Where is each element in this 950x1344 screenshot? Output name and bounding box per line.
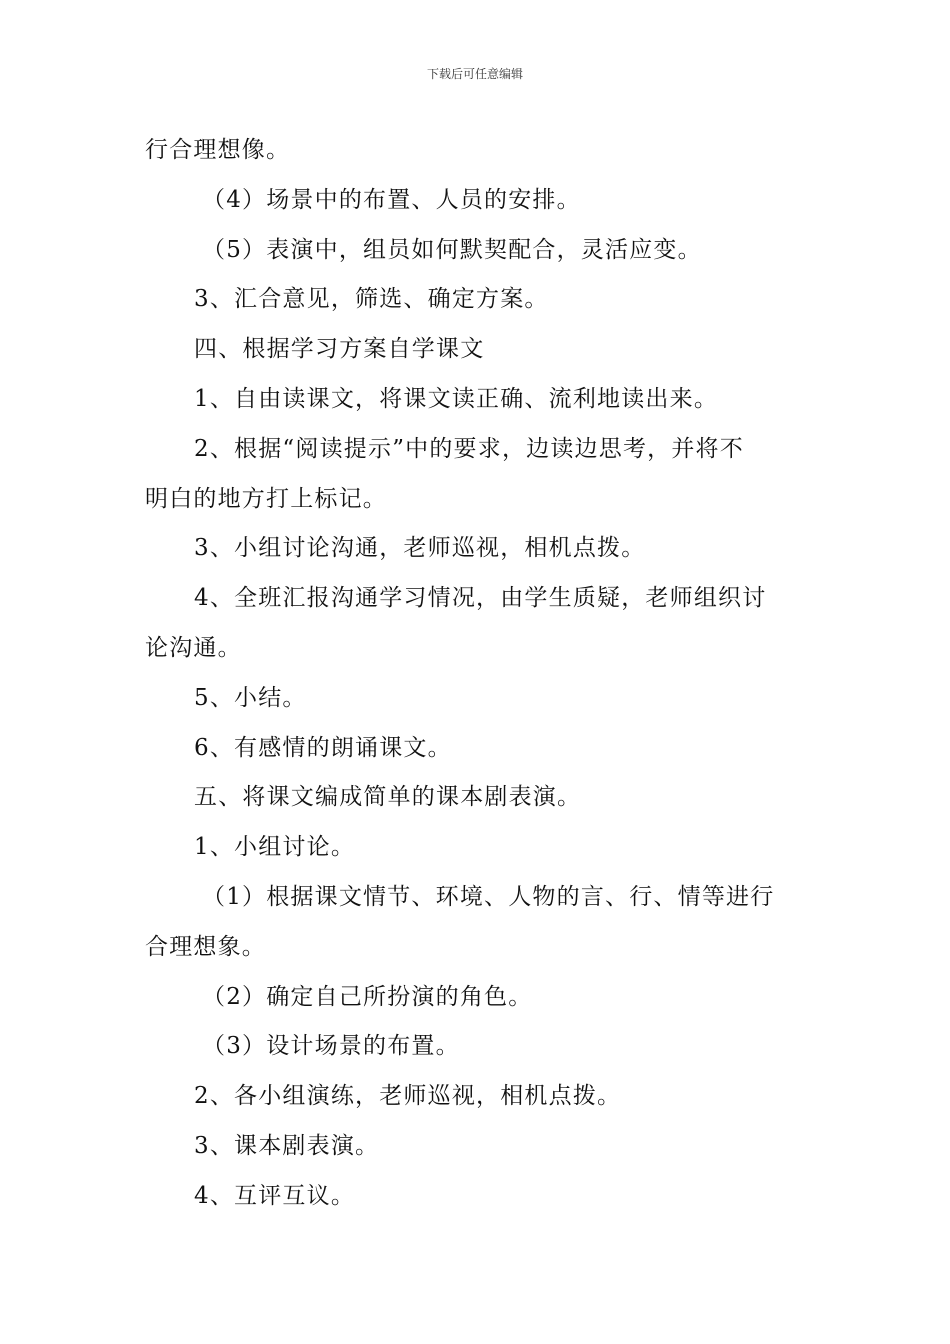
paragraph-line: 4、全班汇报沟通学习情况，由学生质疑，老师组织讨: [194, 585, 767, 612]
paragraph-line: 行合理想像。: [145, 137, 291, 163]
section-heading: 五、将课文编成简单的课本剧表演。: [194, 784, 582, 811]
paragraph-line: 1、小组讨论。: [194, 834, 356, 861]
paragraph-line: 3、汇合意见，筛选、确定方案。: [194, 286, 549, 313]
paragraph-line: （5）表演中，组员如何默契配合，灵活应变。: [202, 236, 702, 263]
paragraph-line: 合理想象。: [145, 933, 266, 960]
document-body: [145, 126, 805, 1222]
paragraph-line: 6、有感情的朗诵课文。: [194, 734, 452, 761]
paragraph-line: （4）场景中的布置、人员的安排。: [202, 186, 581, 213]
paragraph-line: 论沟通。: [145, 634, 242, 661]
paragraph-line: 3、小组讨论沟通，老师巡视，相机点拨。: [194, 535, 646, 562]
paragraph-line: 2、各小组演练，老师巡视，相机点拨。: [194, 1083, 622, 1110]
page-header: 下载后可任意编辑: [426, 67, 523, 81]
paragraph-line: 1、自由读课文，将课文读正确、流利地读出来。: [194, 385, 719, 412]
section-heading: 四、根据学习方案自学课文: [194, 336, 485, 363]
paragraph-line: 4、互评互议。: [194, 1182, 356, 1209]
paragraph-line: 5、小结。: [194, 684, 307, 711]
paragraph-line: （1）根据课文情节、环境、人物的言、行、情等进行: [202, 883, 775, 910]
paragraph-line: 3、课本剧表演。: [194, 1132, 380, 1159]
paragraph-line: （3）设计场景的布置。: [202, 1033, 460, 1060]
paragraph-line: 明白的地方打上标记。: [145, 485, 387, 512]
paragraph-line: 2、根据“阅读提示”中的要求，边读边思考，并将不: [194, 435, 744, 462]
paragraph-line: （2）确定自己所扮演的角色。: [202, 983, 533, 1010]
